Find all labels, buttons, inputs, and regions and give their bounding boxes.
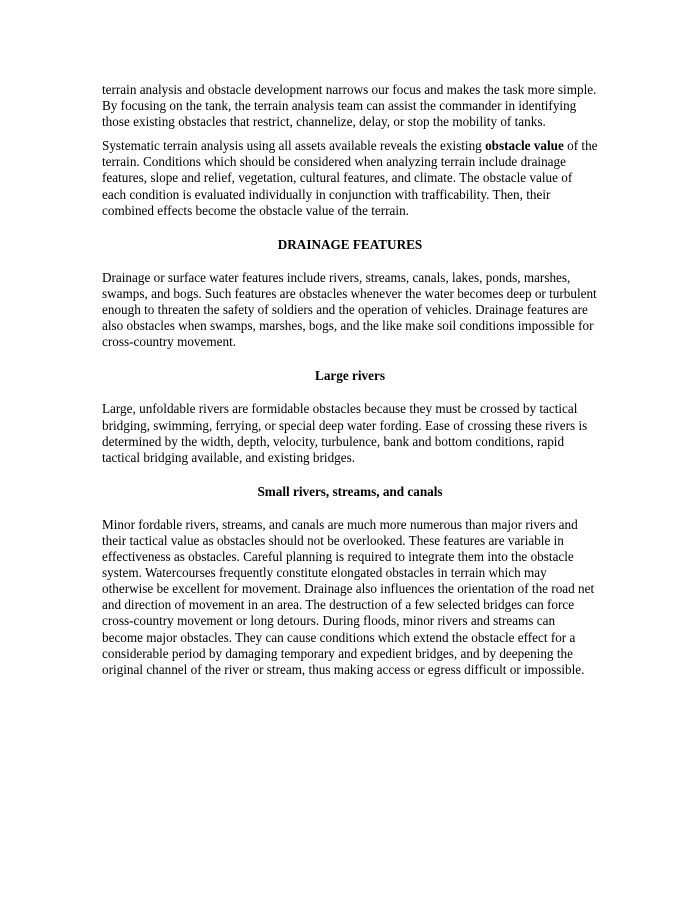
small-rivers-heading: Small rivers, streams, and canals [257, 483, 443, 499]
obstacle-value-text-before: Systematic terrain analysis using all assets available reveals the existing [102, 138, 486, 154]
document-page [102, 82, 598, 678]
intro-paragraph: terrain analysis and obstacle development narrows our focus and makes the task more simple. By focusing on the tank, the terrain analysis team can assist the commander in identifying those existing obstacles that restrict, channelize, delay, or stop the mobility of tanks. [102, 82, 597, 130]
obstacle-value-paragraph [102, 138, 598, 218]
large-rivers-heading: Large rivers [315, 368, 385, 384]
small-rivers-paragraph: Minor fordable rivers, streams, and canals are much more numerous than major rivers and their tactical value as obstacles should not be overlooked. These features are variable in effectiveness as obstacles. Careful planning is required to integrate them into the obstacle system. Watercourses frequently constitute elongated obstacles in terrain which may otherwise be excellent for movement. Drainage also influences the orientation of the road net and direction of movement in an area. The destruction of a few selected bridges can force cross-country movement or long detours. During floods, minor rivers and streams can become major obstacles. They can cause conditions which extend the obstacle effect for a considerable period by damaging temporary and expedient bridges, and by deepening the original channel of the river or stream, thus making access or egress difficult or impossible. [102, 516, 595, 677]
obstacle-value-term: obstacle value [485, 138, 564, 154]
obstacle-value-text-after: of the terrain. Conditions which should be considered when analyzing terrain include drainage features, slope and relief, vegetation, cultural features, and climate. The obstacle value of each condition is evaluated individually in conjunction with trafficability. Then, their combined effects become the obstacle value of the terrain. [102, 138, 598, 218]
drainage-features-paragraph: Drainage or surface water features include rivers, streams, canals, lakes, ponds, marshes, swamps, and bogs. Such features are obstacles whenever the water becomes deep or turbulent enough to threaten the safety of soldiers and the operation of vehicles. Drainage features are also obstacles when swamps, marshes, bogs, and the like make soil conditions impossible for cross-country movement. [102, 269, 597, 350]
large-rivers-paragraph: Large, unfoldable rivers are formidable obstacles because they must be crossed by tactical bridging, swimming, ferrying, or special deep water fording. Ease of crossing these rivers is determined by the width, depth, velocity, turbulence, bank and bottom conditions, rapid tactical bridging available, and existing bridges. [102, 401, 588, 465]
drainage-features-heading: DRAINAGE FEATURES [277, 236, 423, 252]
